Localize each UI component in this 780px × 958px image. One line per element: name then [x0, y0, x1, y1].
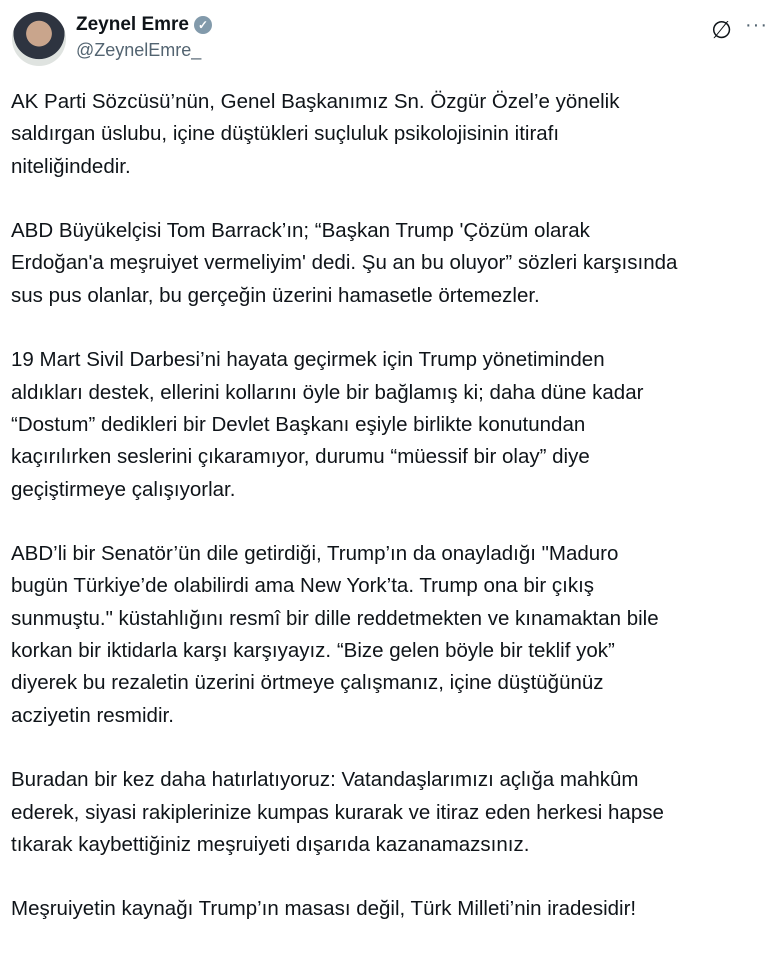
tweet-paragraph: [11, 893, 677, 925]
text-line: Buradan bir kez daha hatırlatıyoruz: Vatandaşlarımızı açlığa mahkûm: [11, 768, 639, 792]
text-line: ABD’li bir Senatör’ün dile getirdiği, Trump’ın da onayladığı "Maduro: [11, 542, 619, 566]
text-line: tıkarak kaybettiğiniz meşruiyeti dışarıda kazanamazsınız.: [11, 832, 530, 856]
text-line: Erdoğan'a meşruiyet vermeliyim' dedi. Şu an bu oluyor” sözleri karşısında: [11, 251, 678, 275]
text-line: aldıkları destek, ellerini kollarını öyle bir bağlamış ki; daha düne kadar: [11, 380, 644, 404]
text-line: bugün Türkiye’de olabilirdi ama New York’ta. Trump ona bir çıkış: [11, 574, 595, 598]
author-handle[interactable]: @ZeynelEmre_: [76, 40, 202, 60]
tweet-paragraph: [11, 86, 677, 183]
text-line: ederek, siyasi rakiplerinize kumpas kurarak ve itiraz eden herkesi hapse: [11, 800, 664, 824]
grok-icon[interactable]: ∅: [711, 17, 732, 44]
text-line: niteliğindedir.: [11, 154, 131, 178]
text-line: kaçırılırken seslerini çıkaramıyor, durumu “müessif bir olay” diye: [11, 445, 590, 469]
text-line: acziyetin resmidir.: [11, 703, 174, 727]
tweet-text: [11, 86, 677, 958]
tweet-paragraph: [11, 344, 677, 505]
text-line: sunmuştu." küstahlığını resmî bir dille reddetmekten ve kınamaktan bile: [11, 606, 659, 630]
tweet-header: [10, 10, 770, 70]
text-line: AK Parti Sözcüsü’nün, Genel Başkanımız Sn. Özgür Özel’e yönelik: [11, 90, 620, 113]
text-line: saldırgan üslubu, içine düştükleri suçluluk psikolojisinin itirafı: [11, 122, 560, 146]
text-line: geçiştirmeye çalışıyorlar.: [11, 477, 236, 501]
tweet-paragraph: [11, 764, 677, 861]
text-line: 19 Mart Sivil Darbesi’ni hayata geçirmek için Trump yönetiminden: [11, 348, 605, 372]
avatar[interactable]: [12, 12, 66, 66]
more-options-icon[interactable]: ···: [745, 14, 768, 36]
text-line: “Dostum” dedikleri bir Devlet Başkanı eşiyle birlikte konutundan: [11, 412, 586, 436]
tweet-paragraph: [11, 538, 677, 732]
text-line: sus pus olanlar, bu gerçeğin üzerini hamasetle örtemezler.: [11, 283, 540, 307]
tweet-paragraph: [11, 215, 677, 312]
text-line: Meşruiyetin kaynağı Trump’ın masası değil, Türk Milleti’nin iradesidir!: [11, 897, 637, 921]
author-name-row[interactable]: [76, 14, 212, 36]
text-line: diyerek bu rezaletin üzerini örtmeye çalışmanız, içine düştüğünüz: [11, 671, 604, 695]
author-name[interactable]: Zeynel Emre: [76, 14, 189, 35]
verified-badge-icon: ✓: [194, 16, 212, 34]
text-line: korkan bir iktidarla karşı karşıyayız. “Bize gelen böyle bir teklif yok”: [11, 639, 615, 663]
text-line: ABD Büyükelçisi Tom Barrack’ın; “Başkan Trump 'Çözüm olarak: [11, 219, 590, 243]
